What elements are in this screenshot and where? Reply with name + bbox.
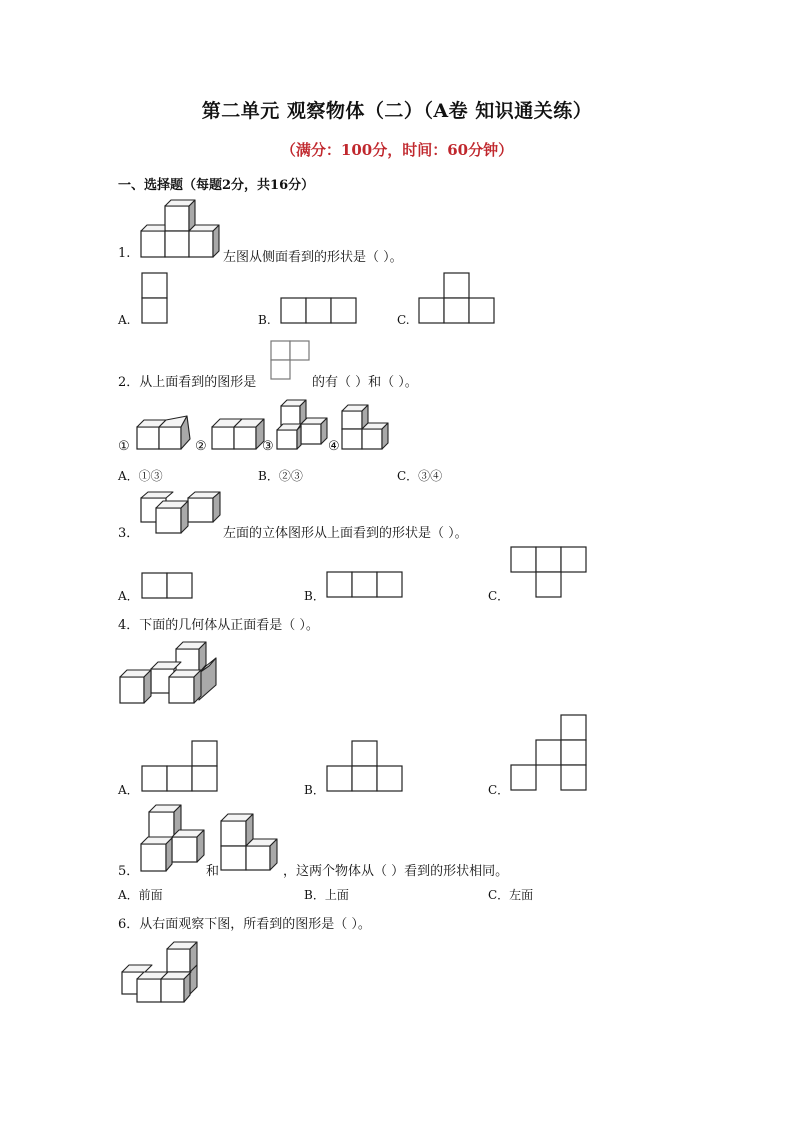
q3-option-a[interactable]: A． (118, 589, 139, 603)
q5-option-c[interactable]: C．左面 (488, 888, 534, 902)
q5-text: ，这两个物体从（ ）看到的形状相同。 (283, 864, 509, 879)
q2-option-c[interactable]: C．③④ (397, 469, 443, 483)
q4-cube-figure (118, 640, 222, 708)
q2-option-b[interactable]: B．②③ (258, 469, 303, 483)
q3-option-a-shape (141, 572, 195, 600)
q6-text: 6．从右面观察下图，所看到的图形是（ ）。 (118, 917, 371, 932)
q2-label-2: ② (195, 439, 207, 454)
q2-figure-1 (134, 414, 194, 454)
q1-option-a-shape (141, 272, 169, 326)
q2-figure-3 (276, 398, 332, 452)
q1-number: 1. (118, 246, 131, 261)
q2-label-1: ① (118, 439, 130, 454)
q4-option-a[interactable]: A． (118, 783, 139, 797)
q2-label-3: ③ (262, 439, 274, 454)
q2-top-view-shape (270, 340, 312, 382)
q1-cube-figure (140, 200, 230, 260)
q2-prefix: 2．从上面看到的图形是 (118, 375, 257, 390)
q4-option-c-shape (510, 714, 590, 794)
q1-option-b-shape (280, 297, 360, 325)
q3-cube-figure (140, 491, 226, 535)
q5-option-a[interactable]: A．前面 (118, 888, 163, 902)
q2-label-4: ④ (328, 439, 340, 454)
q4-option-b-shape (326, 740, 406, 794)
q2-suffix: 的有（ ）和（ ）。 (312, 375, 418, 390)
q3-number: 3． (118, 526, 140, 541)
q3-text: 左面的立体图形从上面看到的形状是（ ）。 (223, 526, 468, 541)
page-subtitle: （满分：100分，时间：60分钟） (280, 141, 514, 159)
q3-option-c-shape (510, 546, 590, 600)
q4-option-b[interactable]: B． (304, 783, 325, 797)
q1-option-b[interactable]: B. (258, 313, 271, 327)
q5-and: 和 (206, 864, 220, 879)
q5-option-b[interactable]: B．上面 (304, 888, 349, 902)
q1-option-c[interactable]: C. (397, 313, 410, 327)
q5-figure-right (219, 812, 279, 872)
q4-text: 4．下面的几何体从正面看是（ ）。 (118, 618, 319, 633)
page-title: 第二单元 观察物体（二）（A卷 知识通关练） (201, 100, 593, 122)
q2-figure-4 (340, 403, 390, 451)
q5-number: 5． (118, 864, 140, 879)
q4-option-a-shape (141, 740, 221, 794)
q1-text: 左图从侧面看到的形状是（ ）。 (223, 250, 403, 265)
q3-option-b-shape (326, 571, 406, 599)
q1-option-a[interactable]: A. (118, 313, 131, 327)
q4-option-c[interactable]: C． (488, 783, 510, 797)
q1-option-c-shape (418, 272, 498, 326)
section-heading: 一、选择题（每题2分，共16分） (118, 178, 315, 193)
q3-option-c[interactable]: C． (488, 589, 510, 603)
q2-option-a[interactable]: A．①③ (118, 469, 163, 483)
q6-cube-figure (118, 940, 204, 1006)
q2-figure-2 (210, 414, 270, 454)
q3-option-b[interactable]: B． (304, 589, 325, 603)
q5-figure-left (140, 803, 208, 873)
